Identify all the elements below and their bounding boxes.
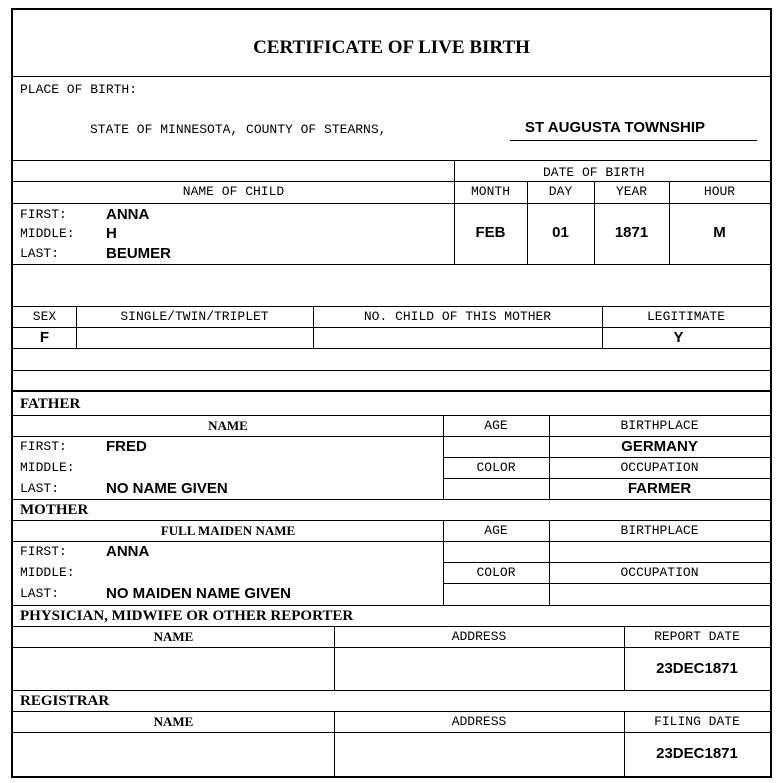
child-last-name: BEUMER — [106, 245, 172, 262]
mother-first-name: ANNA — [106, 543, 150, 560]
mother-birthplace-label: BIRTHPLACE — [620, 523, 699, 538]
rule — [13, 181, 770, 182]
rule — [13, 264, 770, 265]
birth-month: FEB — [475, 224, 506, 241]
month-label: MONTH — [470, 184, 510, 199]
father-name-label: NAME — [208, 418, 248, 433]
rule — [13, 370, 770, 371]
filing-date-value: 23DEC1871 — [656, 745, 738, 762]
rule — [13, 436, 770, 437]
child-number-label: NO. CHILD OF THIS MOTHER — [363, 309, 552, 324]
rule — [13, 520, 770, 521]
father-last-name: NO NAME GIVEN — [106, 480, 228, 497]
birth-certificate — [11, 8, 772, 778]
place-of-birth-label: PLACE OF BIRTH: — [20, 82, 138, 97]
child-middle-name: H — [106, 225, 117, 242]
rule — [13, 605, 770, 606]
father-last-label: LAST: — [20, 481, 60, 496]
township-value: ST AUGUSTA TOWNSHIP — [525, 119, 705, 136]
legitimate-label: LEGITIMATE — [646, 309, 725, 324]
rule — [669, 181, 670, 264]
father-birthplace-value: GERMANY — [621, 438, 698, 455]
mother-section-title: MOTHER — [20, 502, 89, 518]
sex-label: SEX — [32, 309, 57, 324]
father-first-label: FIRST: — [20, 439, 67, 454]
mother-last-name: NO MAIDEN NAME GIVEN — [106, 585, 292, 602]
rule — [13, 390, 770, 392]
filing-date-label: FILING DATE — [654, 714, 740, 729]
rule — [527, 181, 528, 264]
rule — [443, 583, 770, 584]
birth-year: 1871 — [614, 224, 649, 241]
child-first-name: ANNA — [106, 206, 150, 223]
date-of-birth-label: DATE OF BIRTH — [543, 165, 645, 180]
physician-section-title: PHYSICIAN, MIDWIFE OR OTHER REPORTER — [20, 608, 354, 624]
mother-name-label: FULL MAIDEN NAME — [160, 523, 296, 538]
state-county-text: STATE OF MINNESOTA, COUNTY OF STEARNS, — [90, 122, 387, 137]
rule — [13, 348, 770, 349]
divider — [13, 160, 770, 161]
name-of-child-label: NAME OF CHILD — [182, 184, 285, 199]
birth-hour: M — [713, 224, 726, 241]
sex-value: F — [39, 329, 50, 346]
father-color-label: COLOR — [476, 460, 516, 475]
physician-name-label: NAME — [153, 629, 194, 644]
legitimate-value: Y — [673, 329, 684, 346]
year-label: YEAR — [615, 184, 648, 199]
child-middle-label: MIDDLE: — [20, 226, 75, 241]
registrar-section-title: REGISTRAR — [20, 693, 110, 709]
father-birthplace-label: BIRTHPLACE — [620, 418, 699, 433]
rule — [13, 327, 770, 328]
report-date-label: REPORT DATE — [654, 629, 740, 644]
mother-last-label: LAST: — [20, 586, 60, 601]
mother-occupation-label: OCCUPATION — [620, 565, 699, 580]
rule — [13, 732, 770, 733]
plurality-label: SINGLE/TWIN/TRIPLET — [120, 309, 269, 324]
father-age-label: AGE — [484, 418, 508, 433]
father-occupation-value: FARMER — [627, 480, 692, 497]
rule — [13, 541, 770, 542]
report-date-value: 23DEC1871 — [656, 660, 738, 677]
day-label: DAY — [548, 184, 573, 199]
mother-color-label: COLOR — [476, 565, 516, 580]
rule — [443, 562, 770, 563]
rule — [443, 457, 770, 458]
child-last-label: LAST: — [20, 246, 60, 261]
certificate-title: CERTIFICATE OF LIVE BIRTH — [253, 37, 530, 58]
rule — [13, 306, 770, 307]
mother-age-label: AGE — [484, 523, 508, 538]
mother-middle-label: MIDDLE: — [20, 565, 75, 580]
mother-first-label: FIRST: — [20, 544, 67, 559]
rule — [443, 478, 770, 479]
registrar-address-label: ADDRESS — [451, 714, 507, 729]
rule — [13, 626, 770, 627]
father-occupation-label: OCCUPATION — [620, 460, 699, 475]
rule — [13, 203, 770, 204]
rule — [13, 711, 770, 712]
registrar-name-label: NAME — [153, 714, 194, 729]
child-first-label: FIRST: — [20, 207, 67, 222]
rule — [13, 690, 770, 691]
township-underline — [510, 140, 757, 141]
birth-day: 01 — [552, 224, 569, 241]
rule — [454, 160, 455, 264]
rule — [594, 181, 595, 264]
hour-label: HOUR — [703, 184, 736, 199]
father-first-name: FRED — [106, 438, 147, 455]
rule — [13, 415, 770, 416]
physician-address-label: ADDRESS — [451, 629, 507, 644]
rule — [13, 499, 770, 500]
rule — [13, 647, 770, 648]
father-middle-label: MIDDLE: — [20, 460, 75, 475]
divider — [13, 76, 770, 77]
father-section-title: FATHER — [20, 396, 81, 412]
